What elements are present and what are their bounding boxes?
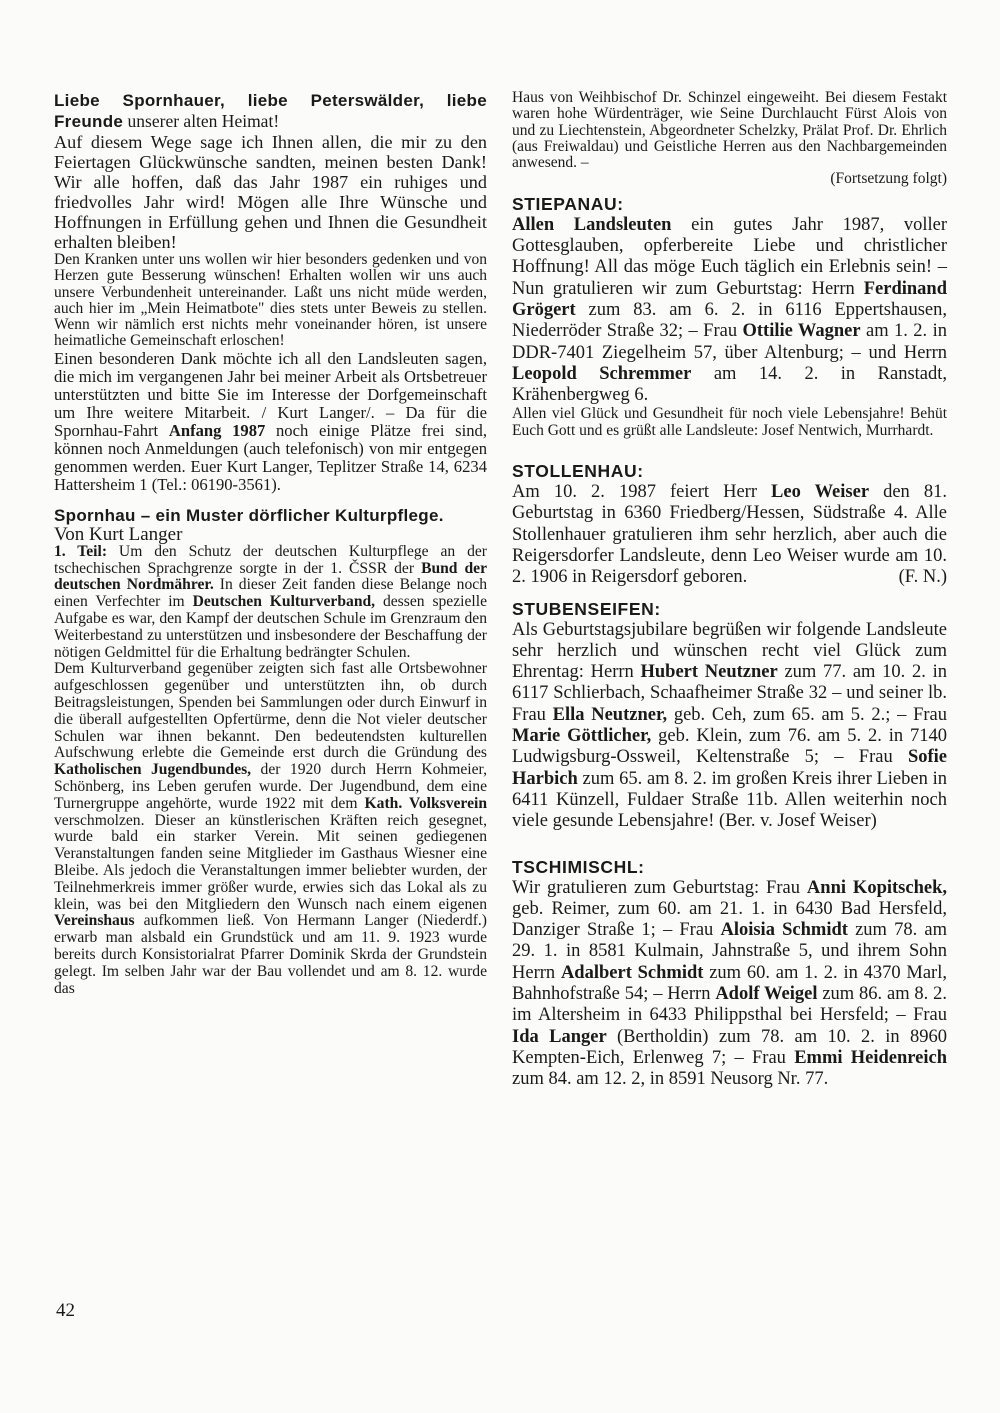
stollenhau-name-1: Leo Weiser xyxy=(771,482,870,503)
article-p2-text-e: verschmolzen. Dieser an künstlerischen Kräften reich gesegnet, wurde bald ein starker Verein. Mit seinen gediegenen Veranstaltungen fanden seine Mitglieder im Gasthaus Wiesner eine Bleibe. Als jedoch die Veranstaltungen immer beliebter wurden, der Teilnehmerkreis immer größer wurde, erwies sich das Lokal als zu klein, was bei den Mitgliedern den Wunsch nach einem eigenen xyxy=(54,811,487,913)
article-p2-bold-f: Vereinshaus xyxy=(54,912,135,930)
page-number: 42 xyxy=(56,1300,75,1321)
tschimischl-text-6: (Bertholdin) zum 78. am 10. 2. in 8960 Kempten-Eich, Erlenweg 7; – Frau xyxy=(512,1026,947,1068)
stollenhau-text-2: den 81. Geburtstag in 6360 Friedberg/Hessen, Südstraße 4. Alle Stollenhauer gratulieren ihm sehr herzlich, aber auch die Reigersdorfer Landsleute, denn Leo Weiser wurde am 10. 2. 1906 in Reigersdorf geboren. xyxy=(512,482,947,588)
stollenhau-paragraph xyxy=(512,482,947,588)
stiepanau-name-3: Leopold Schremmer xyxy=(512,363,692,384)
stiepanau-closing: Allen viel Glück und Gesundheit für noch viele Lebensjahre! Behüt Euch Gott und es grüßt alle Landsleute: Josef Nentwich, Murrhardt. xyxy=(512,405,947,439)
stubenseifen-name-3: Marie Göttlicher, xyxy=(512,726,652,747)
stiepanau-text-4: am 14. 2. in Ranstadt, Krähenbergweg 6. xyxy=(512,363,948,406)
stubenseifen-text-3: geb. Ceh, zum 65. am 5. 2.; – Frau xyxy=(667,704,947,725)
thanks-text-2: noch einige Plätze frei sind, können noch Anmeldungen (auch telefonisch) von mir entgegen genommen werden. Euer Kurt Langer, Teplitzer Straße 14, 6234 Hattersheim 1 (Tel.: 06190-3561). xyxy=(54,420,487,494)
article-p2-text-c: der 1920 durch Herrn Kohmeier, Schönberg, ins Leben gerufen wurde. Der Jugendbund, dem eine Turnergruppe angehörte, wurde 1922 mit dem xyxy=(54,761,487,812)
tschimischl-name-2: Aloisia Schmidt xyxy=(720,920,848,941)
tschimischl-name-1: Anni Kopitschek, xyxy=(806,877,947,898)
article-p1-bold-e: Deutschen Kulturverband, xyxy=(192,593,376,611)
thanks-text-1: Einen besonderen Dank möchte ich all den Landsleuten sagen, die mich im vergangenen Jahr bei meiner Arbeit als Ortsbetreuer unterstützten und bitte Sie im Interesse der Dorfgemeinschaft um Ihre weitere Mitarbeit. / Kurt Langer/. – Da für die Spornhau-Fahrt xyxy=(54,348,487,440)
stollenhau-text-1: Am 10. 2. 1987 feiert Herr xyxy=(512,482,772,503)
stubenseifen-name-4: Sofie Harbich xyxy=(512,747,947,789)
tschimischl-text-7: zum 84. am 12. 2, in 8591 Neusorg Nr. 77. xyxy=(512,1069,829,1090)
stubenseifen-text-2: zum 77. am 10. 2. in 6117 Schlierbach, Schaafheimer Straße 32 – und seiner lb. Frau xyxy=(512,662,947,725)
thanks-bold: Anfang 1987 xyxy=(168,420,266,440)
tschimischl-text-2: geb. Reimer, zum 60. am 21. 1. in 6430 Bad Hersfeld, Danziger Straße 1; – Frau xyxy=(512,898,947,941)
stiepanau-lead: Allen Landsleuten xyxy=(512,214,672,235)
stubenseifen-text-1: Als Geburtstagsjubilare begrüßen wir folgende Landsleute sehr herzlich und wünschen recht viel Glück zum Ehrentag: Herrn xyxy=(512,619,947,683)
article-paragraph-2 xyxy=(54,661,487,997)
article-p2-text-g: aufkommen ließ. Von Hermann Langer (Niederdf.) erwarb man alsbald ein Grundstück und am 11. 9. 1923 wurde bereits durch Konsistorialrat Pfarrer Dominik Skrda der Grundstein gelegt. Im selben Jahr war der Bau vollendet und am 8. 12. wurde das xyxy=(54,912,487,997)
stubenseifen-name-2: Ella Neutzner, xyxy=(552,704,668,725)
article-part-label: 1. Teil: xyxy=(54,542,108,560)
article-p1-text-d: In dieser Zeit fanden diese Belange noch einen Verfechter im xyxy=(54,576,487,611)
left-column xyxy=(54,90,487,997)
stiepanau-text-1: ein gutes Jahr 1987, voller Gottesglauben, opferbereite Liebe und christlicher Hoffnung! All das möge Euch täglich ein Erlebnis sein! – Nun gratulieren wir zum Geburtstag: Herrn xyxy=(512,214,947,299)
stubenseifen-text-5: zum 65. am 8. 2. im großen Kreis ihrer Lieben in 6411 Künzell, Fuldaer Straße 11b. Allen weiterhin noch viele gesunde Lebensjahre! (Ber. v. Josef Weiser) xyxy=(512,768,947,832)
tschimischl-name-6: Emmi Heidenreich xyxy=(794,1047,947,1068)
section-heading-stollenhau: STOLLENHAU: xyxy=(512,461,644,482)
greeting-title: Liebe Spornhauer, liebe Peterswälder, liebe Freunde xyxy=(54,91,487,131)
greeting-title-tail: unserer alten Heimat! xyxy=(123,111,280,131)
article-paragraph-1 xyxy=(54,544,487,662)
thanks-paragraph xyxy=(54,350,487,494)
continuation-paragraph: Haus von Weihbischof Dr. Schinzel eingeweiht. Bei diesem Festakt waren hohe Würdenträger, wie Seine Durchlaucht Fürst Alois von und zu Liechtenstein, Abgeordneter Schelzky, Prälat Prof. Dr. Ehrlich (aus Freiwaldau) und Geistliche Herren aus den Nachbargemeinden anwesend. – xyxy=(512,89,947,172)
article-p1-bold-c: Bund der deutschen Nordmährer. xyxy=(54,559,487,594)
tschimischl-text-4: zum 60. am 1. 2. in 4370 Marl, Bahnhofstraße 54; – Herrn xyxy=(512,962,947,1004)
stollenhau-signature: (F. N.) xyxy=(898,567,947,588)
greeting-paragraph xyxy=(54,90,487,132)
stubenseifen-text-4: geb. Klein, zum 76. am 5. 2. in 7140 Ludwigsburg-Ossweil, Keltenstraße 5; – Frau xyxy=(512,726,947,768)
stiepanau-text-3: am 1. 2. in DDR-7401 Ziegelheim 57, über Altenburg; – und Herrn xyxy=(512,321,947,363)
article-p1-text-f: dessen spezielle Aufgabe es war, den Kampf der deutschen Schule im Grenzraum den Weiterbestand zu unterstützen und insbesondere der Beschaffung der nötigen Geldmittel für die Erhaltung bedrängter Schulen. xyxy=(54,593,487,661)
stubenseifen-name-1: Hubert Neutzner xyxy=(640,662,778,683)
continuation-note: (Fortsetzung folgt) xyxy=(830,170,947,188)
section-heading-stiepanau: STIEPANAU: xyxy=(512,193,624,214)
article-title: Spornhau – ein Muster dörflicher Kulturpflege. xyxy=(54,505,444,525)
stiepanau-name-1: Ferdinand Grögert xyxy=(512,278,947,320)
article-p2-text-a: Dem Kulturverband gegenüber zeigten sich fast alle Ortsbewohner aufgeschlossen gegenüber und unterstützten ihn, ob durch Beitragsleistungen, Spenden bei Sammlungen oder durch Einwurf in die überall aufgestellten Opfertürme, denn die Not vieler deutscher Schulen war ihnen bekannt. Den bedeutendsten kulturellen Aufschwung erlebte die Gemeinde erst durch die Gründung des xyxy=(54,660,487,762)
section-heading-tschimischl: TSCHIMISCHL: xyxy=(512,856,645,877)
greeting-body: Auf diesem Wege sage ich Ihnen allen, die mir zu den Feiertagen Glückwünsche sandten, meinen besten Dank! Wir alle hoffen, daß das Jahr 1987 ein ruhiges und friedvolles Jahr wird! Mögen alle Ihre Wünsche und Hoffnungen in Erfüllung gehen und Ihnen die Gesundheit erhalten bleiben! xyxy=(54,132,487,252)
stiepanau-name-2: Ottilie Wagner xyxy=(742,321,861,342)
tschimischl-text-5: zum 86. am 8. 2. im Altersheim in 6433 Philippsthal bei Hersfeld; – Frau xyxy=(512,983,948,1026)
tschimischl-name-5: Ida Langer xyxy=(512,1026,607,1047)
tschimischl-name-3: Adalbert Schmidt xyxy=(560,962,704,983)
stiepanau-paragraph xyxy=(512,215,947,407)
sick-paragraph: Den Kranken unter uns wollen wir hier besonders gedenken und von Herzen gute Besserung wünschen! Erhalten wollen wir uns auch unsere Verbundenheit untereinander. Laßt uns nicht müde werden, auch hier im „Mein Heimatbote" dies stets unter Beweis zu stellen. Wenn wir nämlich erst nichts mehr voneinander hören, ist unsere heimatliche Gemeinschaft erloschen! xyxy=(54,251,487,350)
article-byline: Von Kurt Langer xyxy=(54,523,183,545)
right-column xyxy=(512,90,947,1090)
stiepanau-text-2: zum 83. am 6. 2. in 6116 Eppertshausen, Niederröder Straße 32; – Frau xyxy=(512,299,947,342)
stubenseifen-paragraph xyxy=(512,620,947,833)
tschimischl-paragraph xyxy=(512,878,947,1091)
article-p2-bold-b: Katholischen Jugendbundes, xyxy=(54,761,252,779)
tschimischl-name-4: Adolf Weigel xyxy=(715,983,818,1004)
article-p1-text-b: Um den Schutz der deutschen Kulturpflege an der tschechischen Sprachgrenze sorgte in der 1. ČSSR der xyxy=(54,542,487,577)
article-p2-bold-d: Kath. Volksverein xyxy=(364,794,487,812)
tschimischl-text-1: Wir gratulieren zum Geburtstag: Frau xyxy=(512,877,807,898)
tschimischl-text-3: zum 78. am 29. 1. in 8581 Kulmain, Jahnstraße 5, und ihrem Sohn Herrn xyxy=(512,920,948,983)
section-heading-stubenseifen: STUBENSEIFEN: xyxy=(512,598,661,619)
